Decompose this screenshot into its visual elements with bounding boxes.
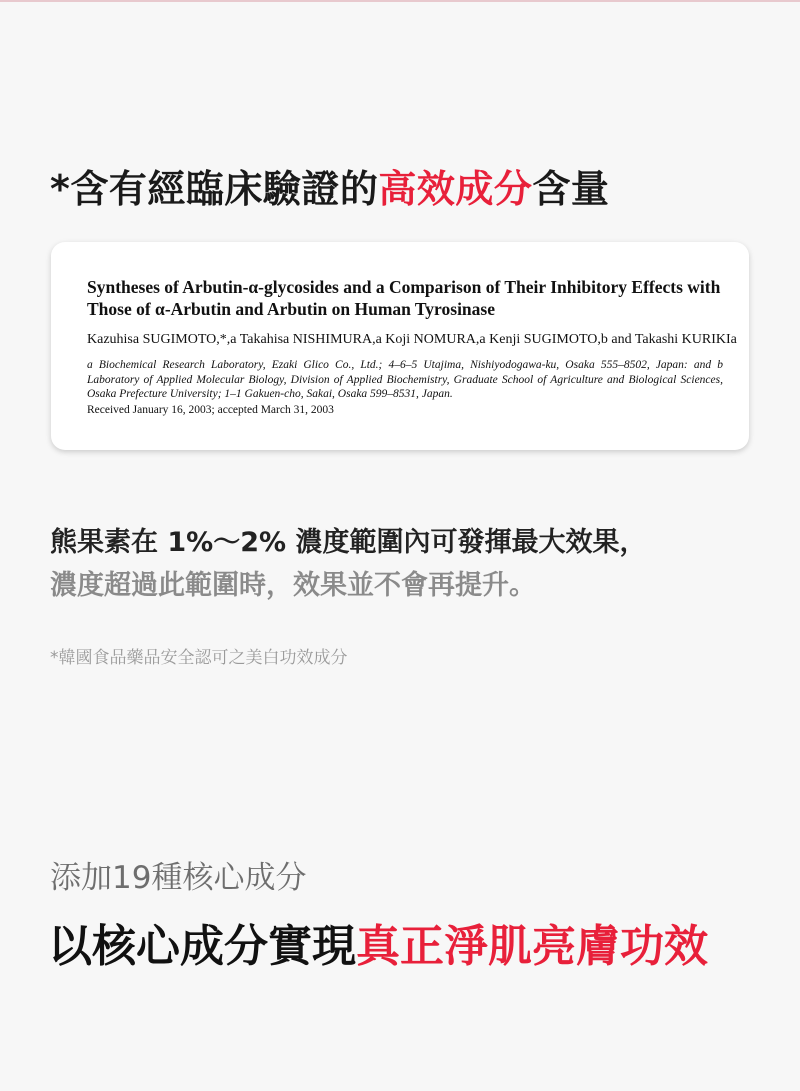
paper-authors: Kazuhisa SUGIMOTO,*,a Takahisa NISHIMURA,a Koji NOMURA,a Kenji SUGIMOTO,b and Takashi KURIKIa [87, 332, 737, 347]
footnote: *韓國食品藥品安全認可之美白功效成分 [50, 648, 348, 668]
headline-prefix: *含有經臨床驗證的 [50, 167, 379, 211]
headline [50, 158, 609, 213]
section-heading-accent: 真正淨肌亮膚功效 [356, 921, 708, 972]
paper-affiliation: a Biochemical Research Laboratory, Ezaki Glico Co., Ltd.; 4–6–5 Utajima, Nishiyodogawa-ku, Osaka 555–8502, Japan: and b Laboratory of Applied Molecular Biology, Division of Applied Biochemistry, Graduate School of Agriculture and Biological Sciences, Osaka Prefecture University; 1–1 Gakuen-cho, Sakai, Osaka 599–8531, Japan. [87, 359, 723, 400]
section-heading [48, 910, 708, 974]
headline-suffix: 含量 [532, 167, 610, 211]
paper-citation-card [51, 242, 749, 450]
top-divider [0, 0, 800, 2]
headline-accent: 高效成分 [378, 167, 533, 211]
effect-limit-statement: 濃度超過此範圍時，效果並不會再提升。 [50, 570, 536, 601]
section-subheading: 添加19種核心成分 [50, 860, 307, 896]
section-heading-prefix: 以核心成分實現 [48, 921, 356, 972]
paper-title: Syntheses of Arbutin-α-glycosides and a Comparison of Their Inhibitory Effects with Those of α-Arbutin and Arbutin on Human Tyrosinase [87, 277, 721, 319]
paper-received-date: Received January 16, 2003; accepted March 31, 2003 [87, 404, 334, 416]
effect-statement: 熊果素在 1%～2% 濃度範圍內可發揮最大效果， [50, 527, 647, 558]
